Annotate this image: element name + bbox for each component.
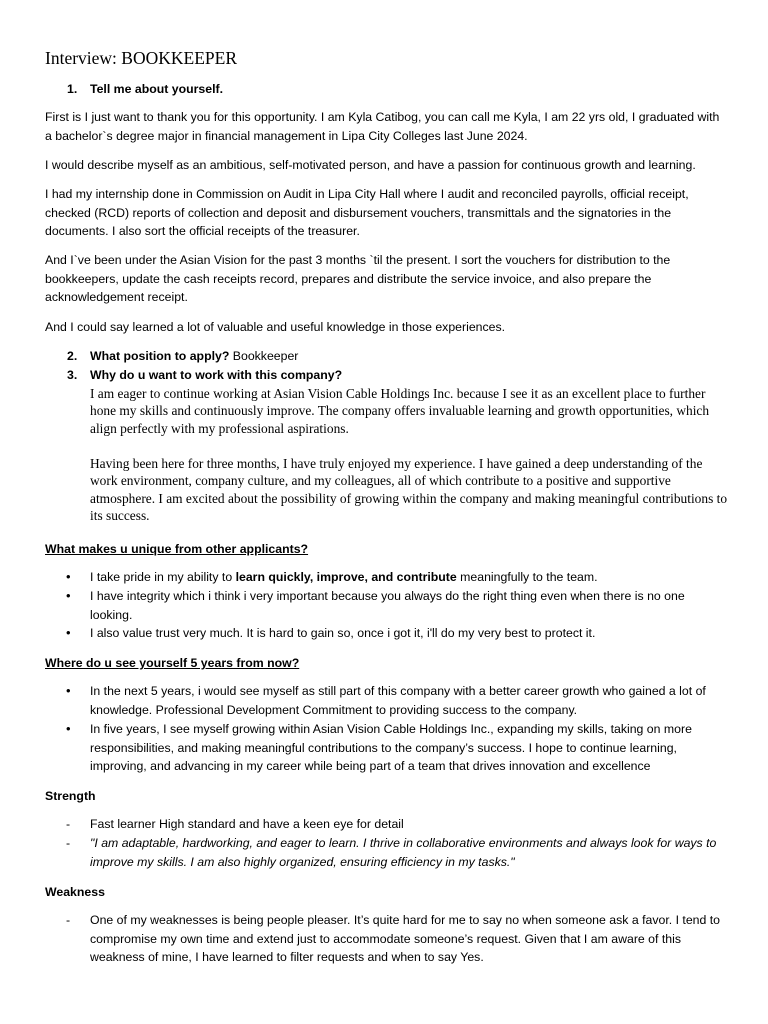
q2-number: 2. <box>67 349 78 363</box>
q1-paragraph-description: I would describe myself as an ambitious, self-motivated person, and have a passion for continuous growth and learning. <box>45 158 696 172</box>
weakness-heading: Weakness <box>45 885 105 899</box>
unique-bullet-learn-pre: I take pride in my ability to <box>90 570 236 584</box>
unique-bullet-learn-bold: learn quickly, improve, and contribute <box>235 570 457 584</box>
q1-paragraph-internship: I had my internship done in Commission on Audit in Lipa City Hall where I audit and reconciled payrolls, official receipt, checked (RCD) reports of collection and deposit and disbursement vouchers, transmittals and the signatories in the documents. I also sort the official receipts of the treasurer. <box>45 187 689 239</box>
bullet-marker: • <box>66 588 71 603</box>
five-years-bullet-expanding: In five years, I see myself growing within Asian Vision Cable Holdings Inc., expanding my skills, taking on more responsibilities, and making meaningful contributions to the company’s success. I hope to continue learning, improving, and advancing in my career while being part of a team that drives innovation and excellence <box>90 722 692 774</box>
q1-paragraph-intro: First is I just want to thank you for this opportunity. I am Kyla Catibog, you can call me Kyla, I am 22 yrs old, I graduated with a bachelor`s degree major in financial management in Lipa City Colleges last June 2024. <box>45 110 720 143</box>
q3-paragraph-eager: I am eager to continue working at Asian Vision Cable Holdings Inc. because I see it as an excellent place to further hone my skills and continuously improve. The company offers invaluable learning and growth opportunities, which align perfectly with my professional aspirations. <box>90 386 710 436</box>
unique-bullet-trust: I also value trust very much. It is hard to gain so, once i got it, i'll do my very best to protect it. <box>90 626 596 640</box>
five-years-heading: Where do u see yourself 5 years from now? <box>45 656 300 670</box>
strength-heading: Strength <box>45 789 96 803</box>
q1-question: Tell me about yourself. <box>90 82 224 96</box>
q2-question: What position to apply? <box>90 349 230 363</box>
q1-paragraph-asian-vision: And I`ve been under the Asian Vision for the past 3 months `til the present. I sort the vouchers for distribution to the bookkeepers, update the cash receipts record, prepares and distribute the service invoice, and also prepare the acknowledgement receipt. <box>45 253 671 305</box>
dash-marker: - <box>66 817 71 831</box>
q1-number: 1. <box>67 82 78 96</box>
dash-marker: - <box>66 913 71 927</box>
q1-paragraph-closing: And I could say learned a lot of valuable and useful knowledge in those experiences. <box>45 320 506 334</box>
q3-question: Why do u want to work with this company? <box>90 368 343 382</box>
strength-item-fast-learner: Fast learner High standard and have a keen eye for detail <box>90 817 404 831</box>
dash-marker: - <box>66 836 71 850</box>
page-title: Interview: BOOKKEEPER <box>45 48 237 68</box>
strength-item-adaptable: "I am adaptable, hardworking, and eager to learn. I thrive in collaborative environments and always look for ways to improve my skills. I am also highly organized, ensuring efficiency in my tasks." <box>90 836 717 869</box>
q2-line <box>90 347 730 366</box>
q2-answer: Bookkeeper <box>229 349 299 363</box>
bullet-marker: • <box>66 721 71 736</box>
unique-bullet-learn <box>90 568 730 587</box>
weakness-item-people-pleaser: One of my weaknesses is being people pleaser. It’s quite hard for me to say no when someone ask a favor. I tend to compromise my own time and extend just to accommodate someone’s request. Given that I am aware of this weakness of mine, I have learned to filter requests and when to say Yes. <box>90 913 721 965</box>
unique-bullet-integrity: I have integrity which i think i very important because you always do the right thing even when there is no one looking. <box>90 589 685 622</box>
bullet-marker: • <box>66 569 71 584</box>
five-years-bullet-growth: In the next 5 years, i would see myself as still part of this company with a better career growth who gained a lot of knowledge. Professional Development Commitment to providing success to the company. <box>90 684 706 717</box>
unique-heading: What makes u unique from other applicants? <box>45 542 309 556</box>
bullet-marker: • <box>66 625 71 640</box>
unique-bullet-learn-post: meaningfully to the team. <box>456 570 598 584</box>
bullet-marker: • <box>66 683 71 698</box>
q3-number: 3. <box>67 368 78 382</box>
q3-paragraph-experience: Having been here for three months, I have truly enjoyed my experience. I have gained a deep understanding of the work environment, company culture, and my colleagues, all of which contribute to a positive and supportive atmosphere. I am excited about the possibility of growing within the company and making meaningful contributions to its success. <box>90 456 728 523</box>
